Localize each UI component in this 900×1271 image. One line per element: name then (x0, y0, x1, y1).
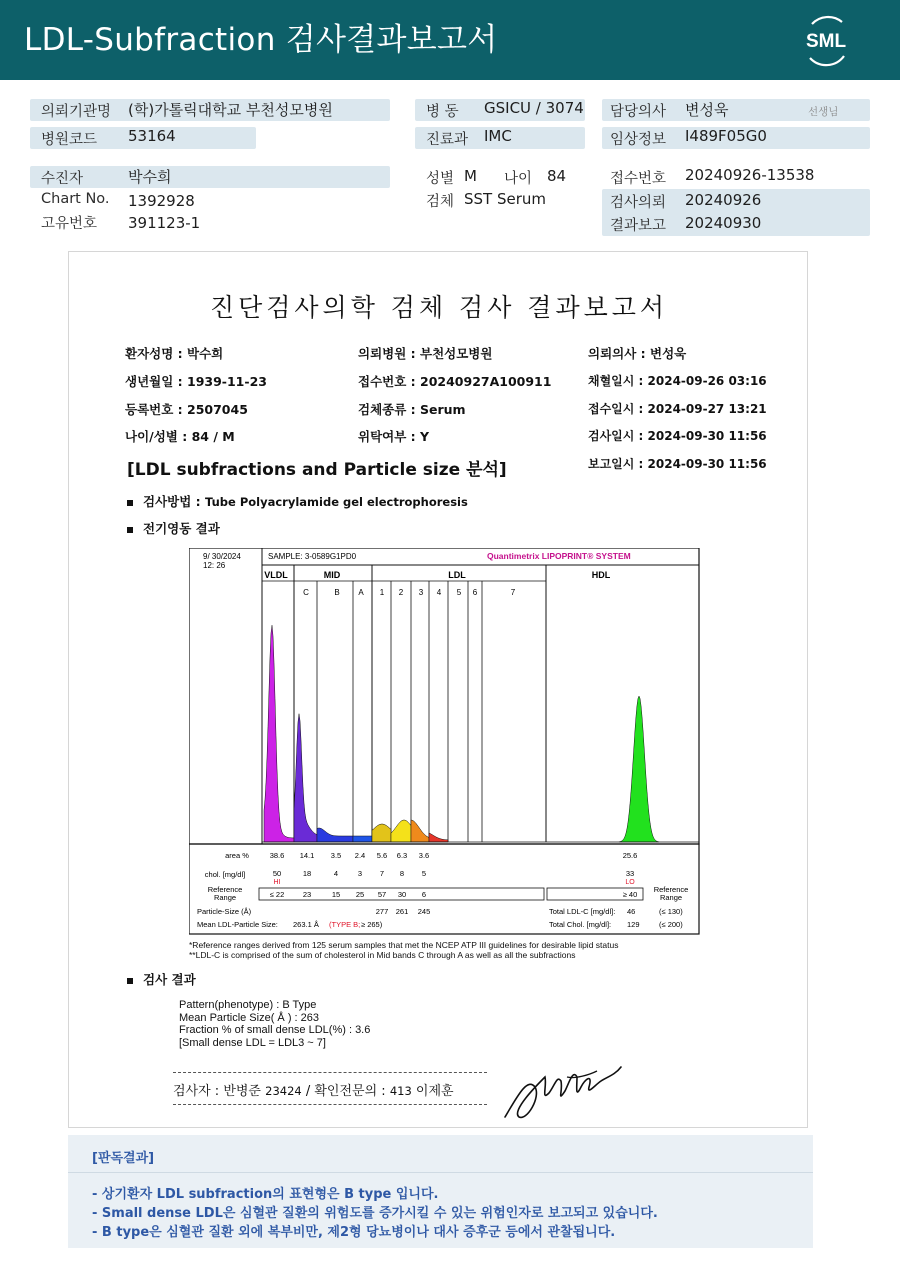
clinical-label: 임상정보 (610, 132, 667, 148)
ref-label-2: Range (213, 893, 237, 902)
sign-divider-top (173, 1072, 487, 1073)
interpretation-line-3: - B type은 심혈관 질환 외에 복부비만, 제2형 당뇨병이나 대사 증후군 등에서 관찰됩니다. (92, 1225, 616, 1240)
area-value: 2.4 (354, 851, 366, 860)
area-value: 3.6 (418, 851, 430, 860)
hospital-code-label: 병원코드 (41, 132, 98, 148)
slash-separator: / (301, 1084, 315, 1099)
mid-a-band (353, 836, 372, 842)
band-label: 2 (398, 588, 404, 597)
ldl1-band (372, 824, 391, 842)
area-value: 3.5 (330, 851, 342, 860)
specimen-label: 검체 (426, 194, 455, 210)
result-size: Mean Particle Size( Å ) : 263 (179, 1011, 320, 1024)
ref-label-1: Reference (207, 885, 243, 894)
method-value: Tube Polyacrylamide gel electrophoresis (205, 495, 468, 509)
group-label: HDL (591, 570, 611, 580)
age-label: 나이 (504, 171, 533, 187)
hospital-value: (학)가톨릭대학교 부천성모병원 (128, 101, 333, 119)
receipt-value: 20240926-13538 (685, 166, 815, 184)
unique-label: 고유번호 (41, 216, 98, 232)
group-label: VLDL (264, 570, 288, 580)
chart-no-label: Chart No. (41, 191, 110, 207)
unique-value: 391123-1 (128, 214, 201, 232)
patient-bar (30, 166, 390, 188)
type-limit: ≥ 265) (361, 920, 383, 929)
receipt-label: 접수번호 (610, 171, 667, 187)
field-name: 환자성명 : 박수희 (125, 346, 224, 361)
area-value: 6.3 (396, 851, 408, 860)
section-heading: [LDL subfractions and Particle size 분석] (127, 460, 507, 480)
field-collected: 채혈일시 : 2024-09-26 03:16 (588, 374, 767, 388)
result-summary (179, 999, 370, 1049)
result-fraction: Fraction % of small dense LDL(%) : 3.6 (179, 1024, 371, 1036)
hospital-label: 의뢰기관명 (41, 104, 112, 120)
chol-flag-hi: HI (273, 879, 281, 886)
field-consign: 위탁여부 : Y (358, 429, 430, 444)
field-doctor: 의뢰의사 : 변성욱 (588, 346, 687, 361)
sign-divider-bottom (173, 1104, 487, 1105)
dept-label: 진료과 (426, 132, 469, 148)
field-reported: 보고일시 : 2024-09-30 11:56 (588, 457, 767, 471)
particle-size-value: 261 (395, 907, 409, 916)
signature-line (173, 1080, 454, 1099)
sex-value: M (464, 167, 477, 185)
band-label: A (358, 588, 364, 597)
area-value: 38.6 (269, 851, 285, 860)
area-value: 5.6 (376, 851, 388, 860)
chol-value: 4 (333, 869, 339, 878)
interpretation-title: [판독결과] (92, 1151, 155, 1166)
band-label: 1 (379, 588, 385, 597)
ref-value: 57 (377, 890, 387, 899)
electro-label: 전기영동 결과 (143, 521, 220, 536)
result-heading (127, 970, 196, 988)
ref-value: ≤ 22 (269, 890, 285, 899)
page-title: LDL-Subfraction 검사결과보고서 (24, 22, 498, 58)
hospital-code-value: 53164 (128, 127, 176, 145)
ref-right-1: Reference (653, 885, 689, 894)
chol-label: chol. [mg/dl] (204, 870, 246, 879)
field-hosp: 의뢰병원 : 부천성모병원 (358, 346, 493, 361)
result-definition: [Small dense LDL = LDL3 ~ 7] (179, 1036, 326, 1049)
interpretation-line-2: - Small dense LDL은 심혈관 질환의 위험도를 증가시킬 수 있는 위험인자로 보고되고 있습니다. (92, 1206, 658, 1221)
doctor-label: 담당의사 (610, 104, 667, 120)
request-label: 검사의뢰 (610, 195, 667, 211)
ldl3-band (411, 820, 429, 842)
band-label: 6 (472, 588, 478, 597)
note-1: *Reference ranges derived from 125 serum samples that met the NCEP ATP III guidelines for desirable lipid status (189, 940, 619, 950)
sml-logo (798, 12, 854, 68)
report-document (68, 251, 808, 1128)
area-value: 14.1 (299, 851, 315, 860)
band-label: 4 (436, 588, 442, 597)
hdl-peak (619, 696, 659, 842)
reference-notes (189, 940, 618, 960)
bullet-square-icon (127, 527, 133, 533)
chol-value: 50 (272, 869, 282, 878)
type-label: (TYPE B; (329, 920, 361, 929)
doctor-value: 변성욱 (685, 101, 729, 119)
dept-value: IMC (484, 127, 512, 145)
interpretation-line-1: - 상기환자 LDL subfraction의 표현형은 B type 입니다. (92, 1187, 439, 1202)
ref-right-2: Range (659, 893, 683, 902)
field-birth: 생년월일 : 1939-11-23 (125, 374, 267, 389)
sex-label: 성별 (426, 171, 455, 187)
ward-label: 병 동 (426, 104, 459, 120)
confirmer-code: 413 (389, 1084, 412, 1098)
chol-value: 7 (379, 869, 385, 878)
band-label: 3 (418, 588, 424, 597)
specimen-value: SST Serum (464, 190, 547, 208)
lipoprint-chart (189, 548, 701, 961)
hdl-ref-value: ≥ 40 (622, 890, 638, 899)
lipoprint-svg (189, 548, 701, 961)
area-label: area % (225, 851, 249, 860)
chol-value: 8 (399, 869, 405, 878)
total-ldl-range: (≤ 130) (659, 907, 683, 916)
vldl-peak (264, 625, 294, 842)
patient-value: 박수희 (128, 168, 172, 186)
field-spec: 검체종류 : Serum (358, 402, 466, 417)
method-line (127, 492, 468, 510)
clinical-value: I489F05G0 (685, 127, 767, 145)
group-label: MID (323, 570, 341, 580)
total-ldl-label: Total LDL-C [mg/dl]: (549, 907, 616, 916)
request-value: 20240926 (685, 191, 762, 209)
note-2: **LDL-C is comprised of the sum of cholesterol in Mid bands C through A as well as all the subfractions (189, 950, 576, 960)
ward-value: GSICU / 3074 (484, 99, 584, 117)
chart-sample: SAMPLE: 3-0589G1PD0 (268, 552, 357, 561)
area-value: 25.6 (622, 851, 638, 860)
age-value: 84 (547, 167, 567, 185)
mean-size-label: Mean LDL-Particle Size: (197, 920, 278, 929)
ldl2-band (391, 820, 411, 842)
band-label: 7 (510, 588, 516, 597)
total-ldl-value: 46 (627, 907, 636, 916)
interpretation-panel (68, 1135, 813, 1248)
confirmer-name: 이제훈 (411, 1084, 454, 1099)
field-agesex: 나이/성별 : 84 / M (125, 429, 235, 444)
chol-value: 3 (357, 869, 363, 878)
electro-line (127, 519, 220, 537)
result-label: 검사 결과 (143, 972, 196, 987)
band-label: C (303, 588, 309, 597)
result-pattern: Pattern(phenotype) : B Type (179, 999, 317, 1011)
tester-label: 검사자 : 반병준 (173, 1084, 266, 1099)
signature-image (497, 1057, 627, 1129)
bullet-square-icon (127, 978, 133, 984)
band-label: 5 (456, 588, 462, 597)
chart-title: Quantimetrix LIPOPRINT® SYSTEM (487, 551, 631, 561)
chol-flag-lo: LO (625, 879, 635, 886)
total-chol-label: Total Chol. [mg/dl]: (549, 920, 612, 929)
method-label: 검사방법 : (143, 494, 206, 509)
header-bar (0, 0, 900, 80)
tester-code: 23424 (265, 1084, 302, 1098)
confirmer-label: 확인전문의 : (314, 1084, 390, 1099)
chart-date-1: 9/ 30/2024 (203, 552, 241, 561)
group-label: LDL (448, 570, 466, 580)
ldl4-band (429, 833, 448, 842)
particle-size-label: Particle-Size (Å) (197, 907, 252, 916)
report-title: 진단검사의학 검체 검사 결과보고서 (209, 293, 669, 322)
ref-value: 30 (397, 890, 407, 899)
chol-value: 5 (421, 869, 427, 878)
ref-value: 15 (331, 890, 341, 899)
field-received: 접수일시 : 2024-09-27 13:21 (588, 402, 767, 416)
ref-value: 23 (302, 890, 312, 899)
field-tested: 검사일시 : 2024-09-30 11:56 (588, 429, 767, 443)
field-receipt: 접수번호 : 20240927A100911 (358, 374, 552, 389)
chol-value: 18 (302, 869, 312, 878)
interpretation-divider (68, 1172, 813, 1173)
particle-size-value: 245 (417, 907, 431, 916)
report-date-value: 20240930 (685, 214, 762, 232)
chol-value: 33 (625, 869, 635, 878)
ref-value: 6 (421, 890, 427, 899)
bullet-square-icon (127, 500, 133, 506)
total-chol-range: (≤ 200) (659, 920, 683, 929)
mid-b-band (317, 828, 353, 842)
report-date-label: 결과보고 (610, 218, 667, 234)
field-reg: 등록번호 : 2507045 (125, 402, 248, 417)
logo-text: SML (805, 31, 847, 52)
patient-label: 수진자 (41, 171, 84, 187)
chart-no-value: 1392928 (128, 192, 195, 210)
particle-size-value: 277 (375, 907, 389, 916)
total-chol-value: 129 (627, 920, 640, 929)
doctor-suffix: 선생님 (808, 106, 839, 118)
ref-value: 25 (355, 890, 365, 899)
mid-c-peak (294, 714, 317, 842)
chart-date-2: 12: 26 (203, 561, 226, 570)
band-label: B (334, 588, 340, 597)
mean-size-value: 263.1 Å (293, 920, 319, 929)
